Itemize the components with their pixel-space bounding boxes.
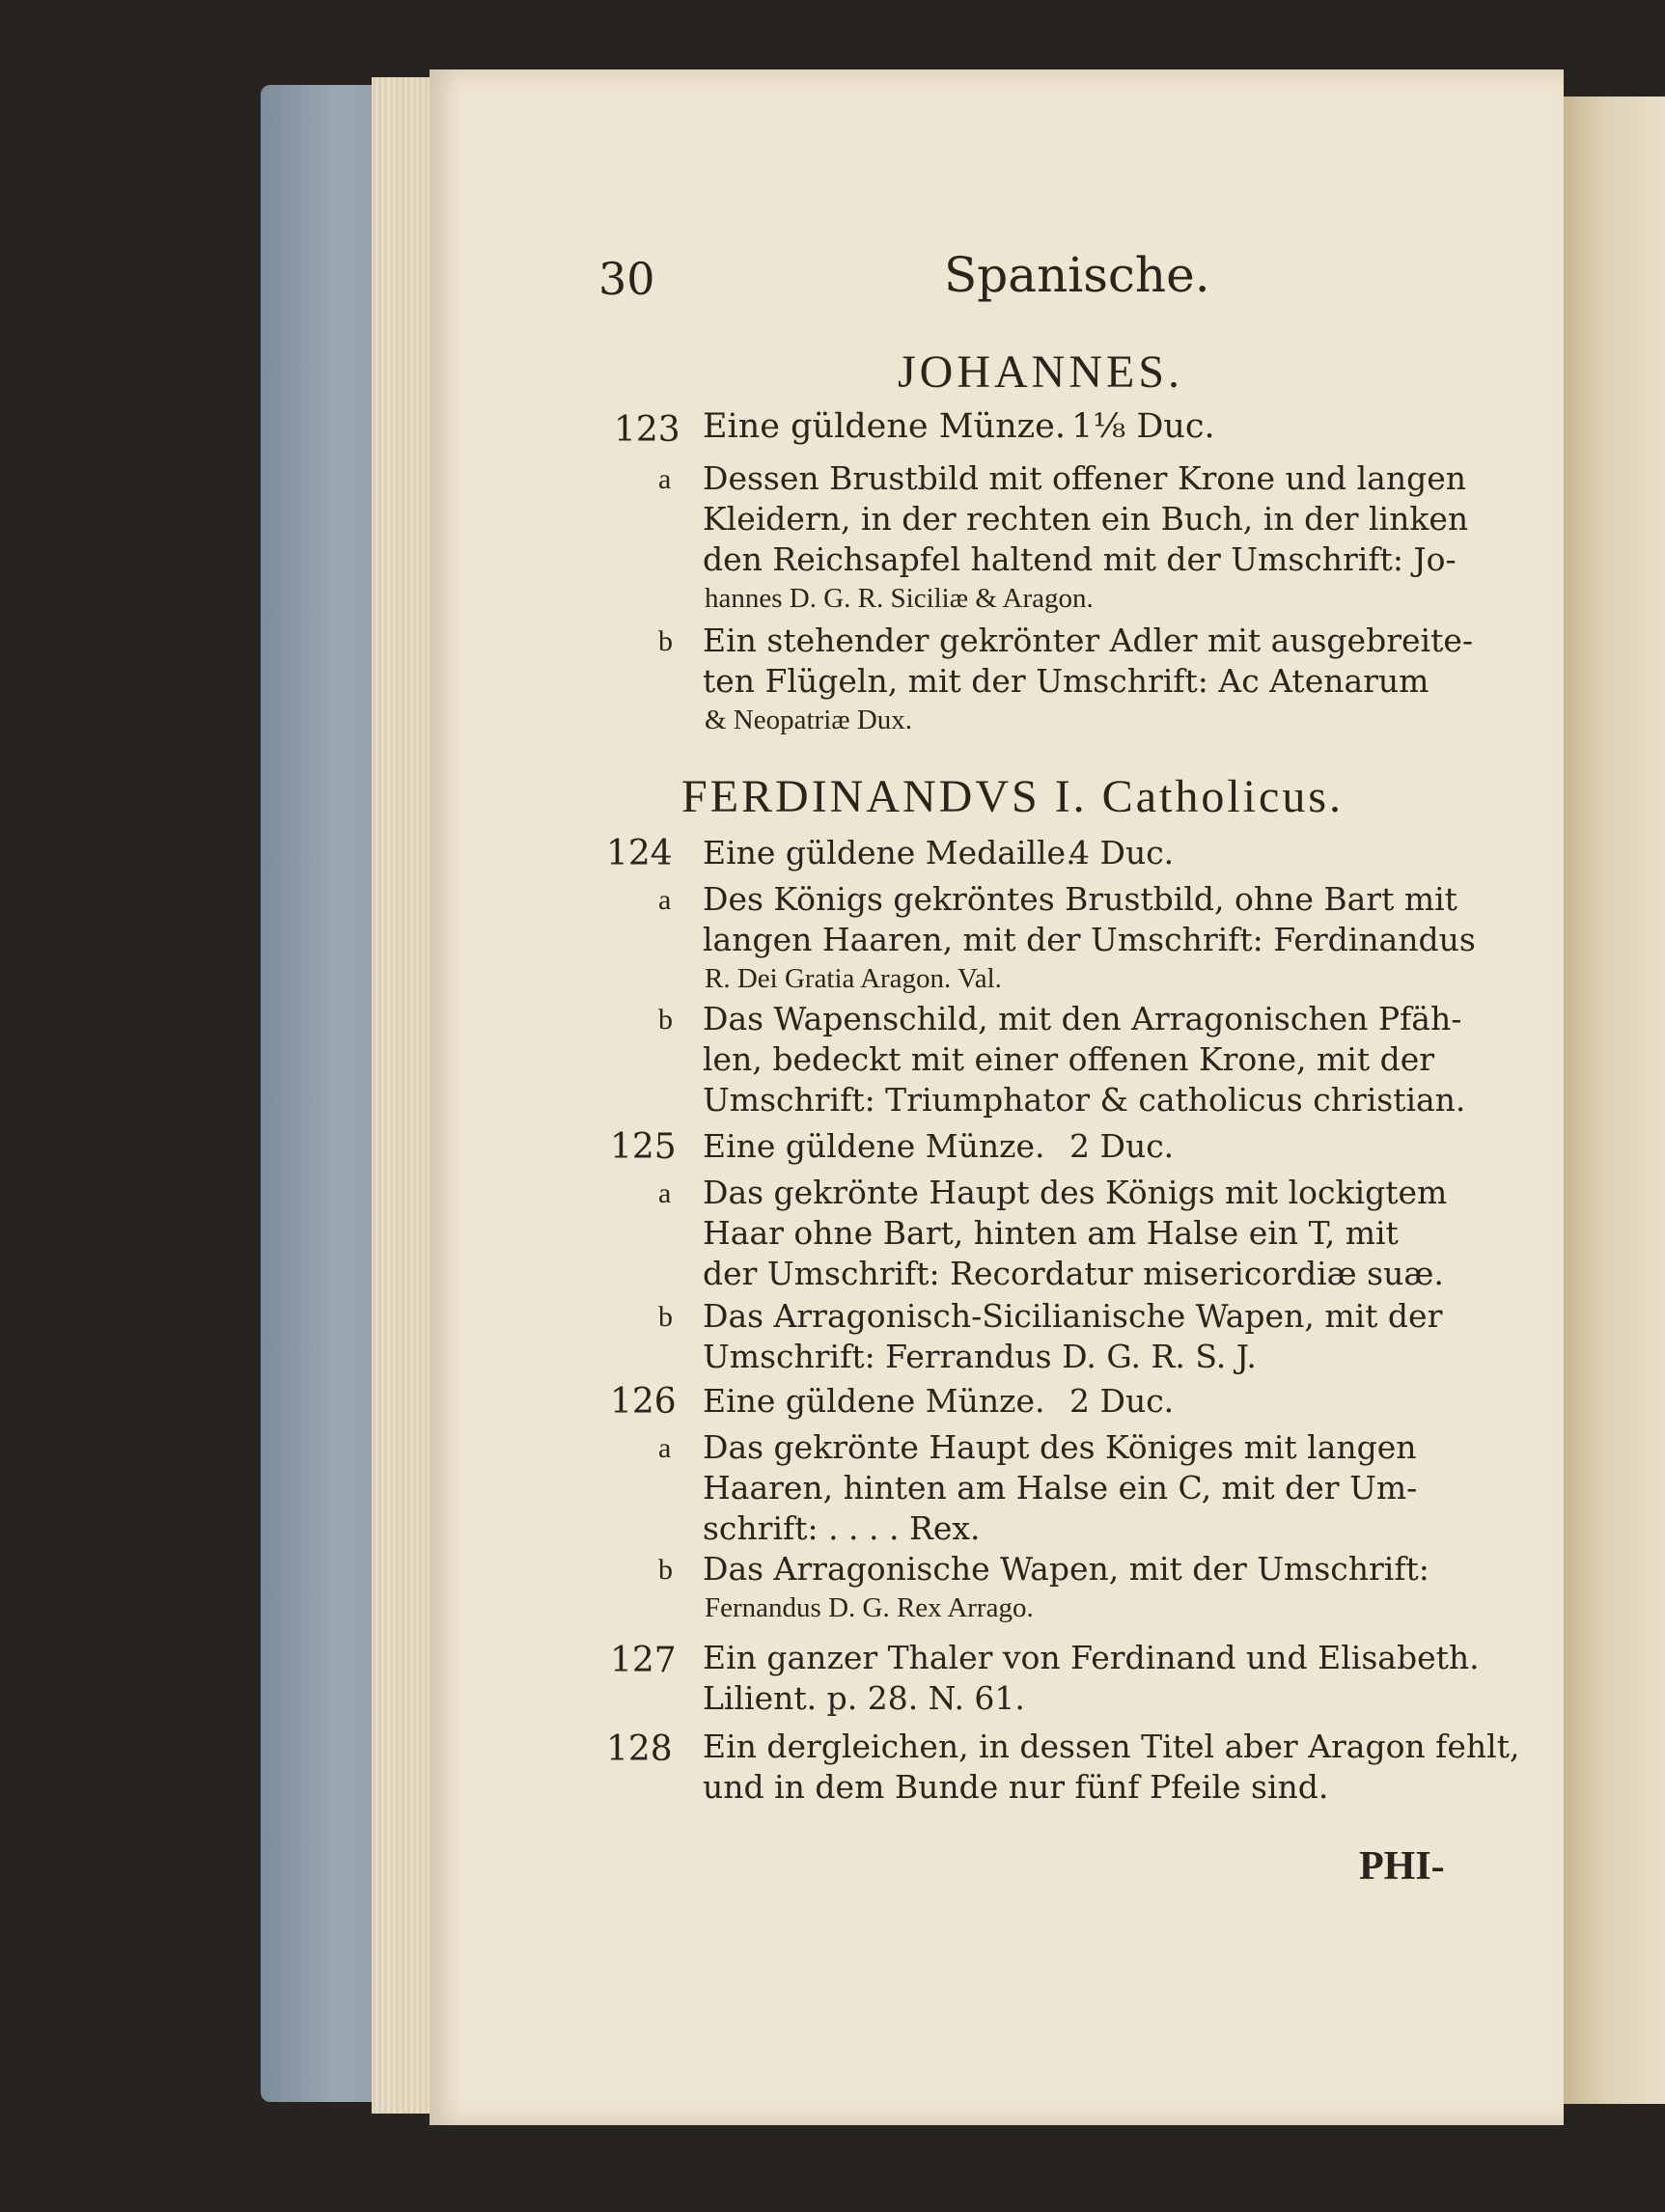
entry-number: 126 xyxy=(610,1382,677,1422)
desc-line: Das Wapenschild, mit den Arragonischen Pfäh- xyxy=(703,1000,1462,1037)
entry-title: Eine güldene Münze. xyxy=(703,1127,1045,1165)
entry-number: 127 xyxy=(610,1641,677,1680)
desc-line: Kleidern, in der rechten ein Buch, in der linken xyxy=(703,500,1469,538)
desc-line: ten Flügeln, mit der Umschrift: Ac Atenarum xyxy=(703,662,1429,700)
desc-line: Des Königs gekröntes Brustbild, ohne Bart mit xyxy=(703,880,1457,918)
desc-line: den Reichsapfel haltend mit der Umschrift: Jo- xyxy=(703,540,1457,578)
side-letter: a xyxy=(658,1432,672,1464)
desc-line: R. Dei Gratia Aragon. Val. xyxy=(705,963,1002,994)
desc-line: Haaren, hinten am Halse ein C, mit der Um- xyxy=(703,1469,1418,1507)
catchword: PHI- xyxy=(1359,1844,1445,1889)
entry-value: 1⅛ Duc. xyxy=(1071,407,1215,446)
side-letter: b xyxy=(658,1004,673,1036)
entry-title: Eine güldene Medaille. xyxy=(703,834,1076,871)
entry-value: 4 Duc. xyxy=(1069,834,1175,871)
desc-line: Das gekrönte Haupt des Königes mit langen xyxy=(703,1428,1417,1466)
side-letter: b xyxy=(658,1301,673,1333)
desc-line: der Umschrift: Recordatur misericordiæ suæ. xyxy=(703,1255,1444,1292)
desc-line: Dessen Brustbild mit offener Krone und langen xyxy=(703,459,1467,497)
desc-line: hannes D. G. R. Siciliæ & Aragon. xyxy=(705,583,1094,614)
desc-line: und in dem Bunde nur fünf Pfeile sind. xyxy=(703,1768,1329,1806)
desc-line: Das Arragonisch-Sicilianische Wapen, mit der xyxy=(703,1297,1443,1335)
running-head: Spanische. xyxy=(944,247,1210,303)
entry-number: 128 xyxy=(606,1729,673,1769)
desc-line: schrift: . . . . Rex. xyxy=(703,1509,981,1547)
entry-number: 123 xyxy=(614,410,680,450)
desc-line: Das gekrönte Haupt des Königs mit lockigtem xyxy=(703,1174,1448,1211)
desc-line: Haar ohne Bart, hinten am Halse ein T, mit xyxy=(703,1214,1399,1252)
side-letter: a xyxy=(658,884,672,916)
desc-line: Umschrift: Ferrandus D. G. R. S. J. xyxy=(703,1338,1257,1375)
desc-line: len, bedeckt mit einer offenen Krone, mit der xyxy=(703,1040,1435,1078)
desc-line: langen Haaren, mit der Umschrift: Ferdinandus xyxy=(703,921,1476,958)
side-letter: a xyxy=(658,463,672,495)
desc-line: Das Arragonische Wapen, mit der Umschrift: xyxy=(703,1550,1429,1588)
facing-page-edge xyxy=(1562,97,1665,2104)
desc-line: Ein stehender gekrönter Adler mit ausgebreite- xyxy=(703,622,1474,659)
desc-line: Umschrift: Triumphator & catholicus christian. xyxy=(703,1081,1466,1119)
ruler-heading-johannes: JOHANNES. xyxy=(898,346,1184,398)
entry-number: 125 xyxy=(610,1127,677,1167)
entry-number: 124 xyxy=(606,834,673,873)
entry-title: Eine güldene Münze. xyxy=(703,1382,1045,1420)
side-letter: b xyxy=(658,1554,673,1586)
entry-value: 2 Duc. xyxy=(1069,1127,1175,1165)
desc-line: Ein ganzer Thaler von Ferdinand und Elisabeth. xyxy=(703,1639,1480,1676)
side-letter: a xyxy=(658,1177,672,1209)
desc-line: Lilient. p. 28. N. 61. xyxy=(703,1679,1025,1717)
side-letter: b xyxy=(658,625,673,657)
entry-value: 2 Duc. xyxy=(1069,1382,1175,1420)
ruler-heading-ferdinandus: FERDINANDVS I. Catholicus. xyxy=(681,771,1344,822)
page-number: 30 xyxy=(598,253,655,305)
desc-line: Fernandus D. G. Rex Arrago. xyxy=(705,1592,1034,1623)
desc-line: & Neopatriæ Dux. xyxy=(705,705,913,735)
entry-title: Eine güldene Münze. xyxy=(703,407,1066,446)
desc-line: Ein dergleichen, in dessen Titel aber Aragon fehlt, xyxy=(703,1728,1520,1765)
